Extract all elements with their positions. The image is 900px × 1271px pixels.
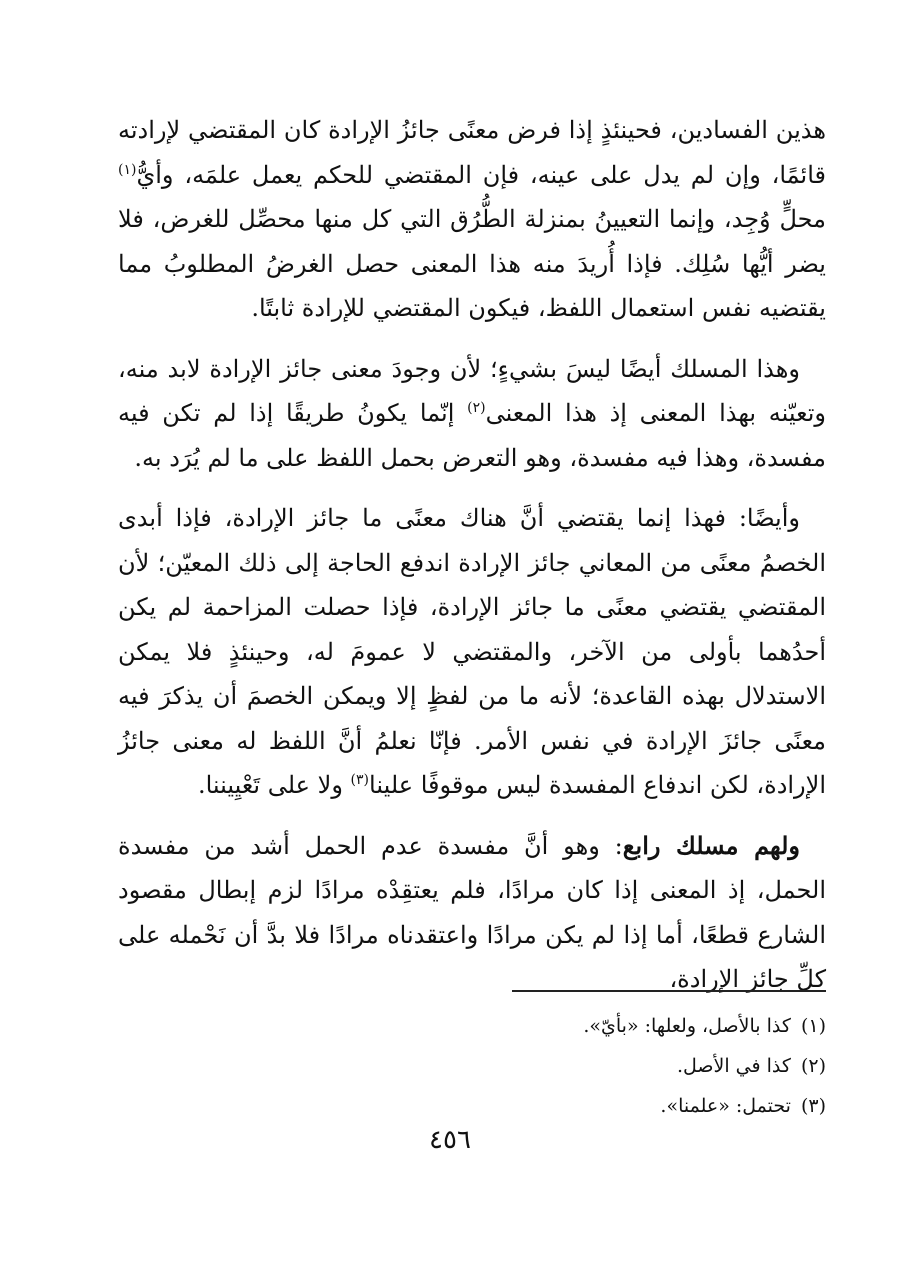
footnotes <box>118 1006 826 1126</box>
footnote <box>118 1086 826 1126</box>
section-lead: ولهم مسلك رابع <box>622 830 800 860</box>
footnote-divider <box>512 990 826 992</box>
body-text <box>118 108 826 1018</box>
paragraph <box>118 496 826 808</box>
paragraph <box>118 108 826 331</box>
footnote-number: (٢) <box>800 1055 826 1077</box>
footnote-number: (١) <box>800 1015 826 1037</box>
paragraph <box>118 824 826 1002</box>
paragraph-text: محلٍّ وُجِد، وإنما التعيينُ بمنزلة الطُّرُق التي كل منها محصِّل للغرض، فلا يضر أيُّها سُلِك. فإذا أُريدَ منه هذا المعنى حصل الغرضُ المطلوبُ مما يقتضيه نفس استعمال اللفظ، فيكون المقتضي للإرادة ثابتًا. <box>118 205 826 322</box>
paragraph-text: وأيضًا: فهذا إنما يقتضي أنَّ هناك معنًى ما جائز الإرادة، فإذا أبدى الخصمُ معنًى من المعاني جائز الإرادة اندفع الحاجة إلى ذلك المعيّن؛ لأن المقتضي يقتضي معنًى ما جائز الإرادة، فإذا حصلت المزاحمة لم يكن أحدُهما بأولى من الآخر، والمقتضي لا عمومَ له، وحينئذٍ فلا يمكن الاستدلال بهذه القاعدة؛ لأنه ما من لفظٍ إلا ويمكن الخصمَ أن يذكرَ فيه معنًى جائزَ الإرادة في نفس الأمر. فإنّا نعلمُ أنَّ اللفظ له معنى جائزُ الإرادة، لكن اندفاع المفسدة ليس موقوفًا علينا <box>118 504 826 799</box>
footnote-marker: (١) <box>118 161 137 178</box>
footnote <box>118 1046 826 1086</box>
paragraph-text: وهذا المسلك أيضًا ليسَ بشيءٍ؛ لأن وجودَ معنى جائز الإرادة لابد منه، وتعيّنه بهذا المعنى إذ هذا المعنى <box>118 354 826 427</box>
footnote-text: تحتمل: «علمنا». <box>660 1095 791 1117</box>
paragraph <box>118 347 826 481</box>
footnote <box>118 1006 826 1046</box>
paragraph-text: ولا على تَعْيِيننا. <box>197 771 351 799</box>
footnote-marker: (٢) <box>467 400 486 416</box>
paragraph-text: هذين الفسادين، فحينئذٍ إذا فرض معنًى جائزُ الإرادة كان المقتضي لإرادته قائمًا، وإن لم يدل على عينه، فإن المقتضي للحكم يعمل علمَه، وأيُّ <box>118 116 826 189</box>
footnote-text: كذا في الأصل. <box>676 1055 791 1077</box>
paragraph-text: : وهو أنَّ مفسدة عدم الحمل أشد من مفسدة الحمل، إذ المعنى إذا كان مرادًا، فلم يعتقِدْه مرادًا لزم إبطال مقصود الشارع قطعًا، أما إذا لم يكن مرادًا واعتقدناه مرادًا فلا بدَّ أن نَحْمله على كلِّ جائز الإرادة، <box>118 831 826 993</box>
footnote-marker: (٣) <box>350 772 370 788</box>
paragraph-text: إنّما يكونُ طريقًا إذا لم تكن فيه مفسدة، وهذا فيه مفسدة، وهو التعرض بحمل اللفظ على ما لم يُرَد به. <box>118 399 826 472</box>
footnote-text: كذا بالأصل، ولعلها: «بأيّ». <box>583 1015 791 1037</box>
footnote-number: (٣) <box>800 1095 826 1117</box>
page-number: ٤٥٦ <box>429 1125 471 1155</box>
